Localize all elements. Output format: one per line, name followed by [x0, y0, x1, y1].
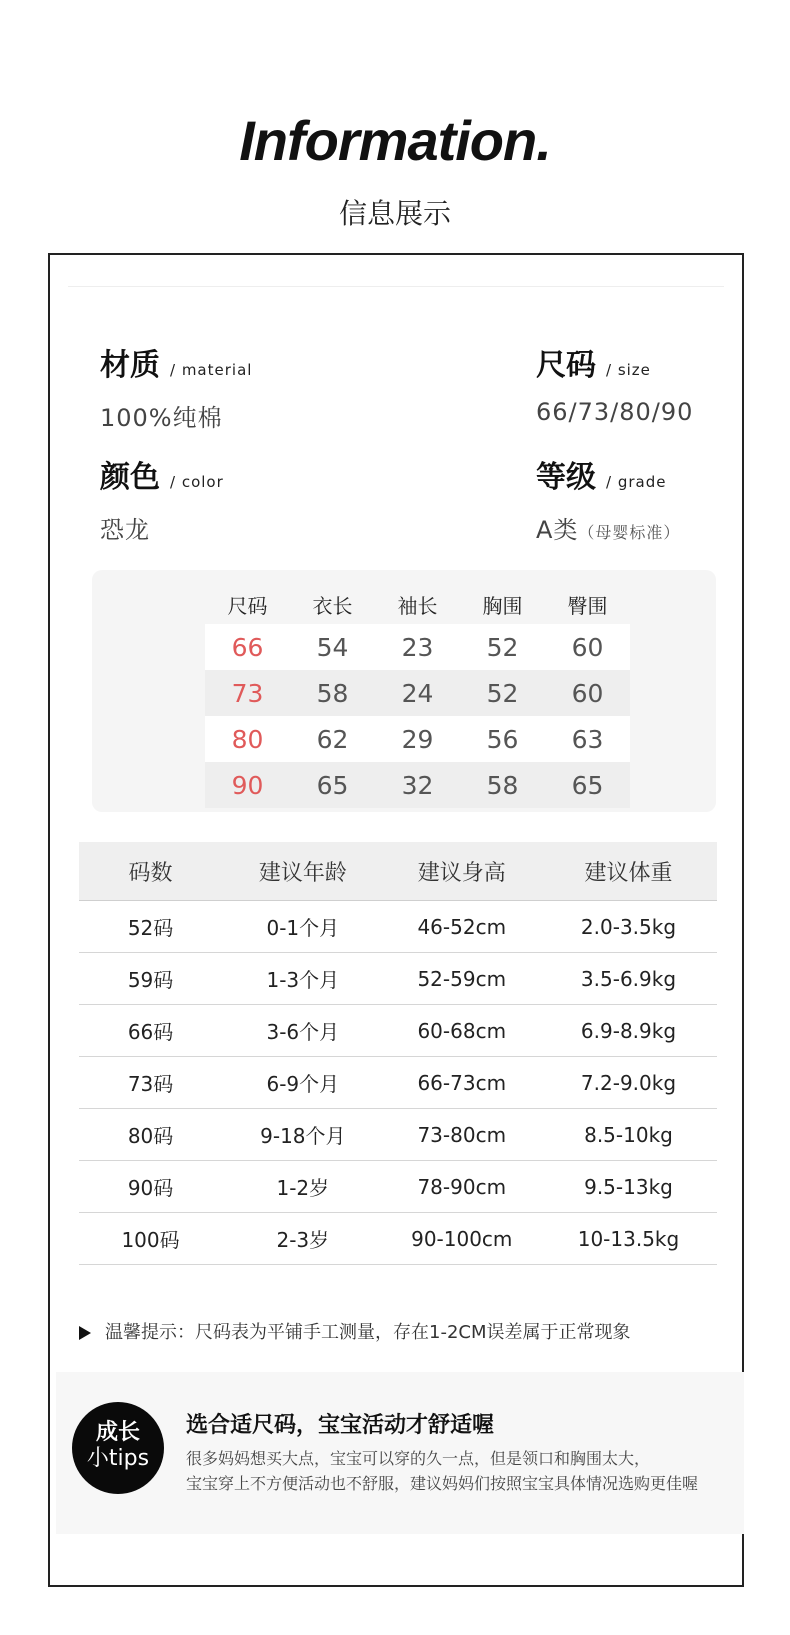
tips-line-1: 很多妈妈想买大点，宝宝可以穿的久一点，但是领口和胸围太大， [186, 1449, 651, 1468]
table-row [79, 1005, 717, 1057]
size-cell: 90 [205, 762, 290, 808]
sleeve-cell: 29 [375, 716, 460, 762]
height-cell: 66-73cm [384, 1057, 540, 1109]
code-cell: 66码 [79, 1005, 222, 1057]
table-row [205, 762, 630, 808]
play-triangle-icon [79, 1326, 91, 1340]
attr-color-label: 颜色 [100, 460, 160, 495]
code-cell: 52码 [79, 901, 222, 953]
code-cell: 100码 [79, 1213, 222, 1265]
page-title: Information. [239, 109, 551, 172]
age-cell: 1-2岁 [222, 1161, 383, 1213]
tips-body [186, 1446, 698, 1496]
age-guide-table [79, 842, 717, 1265]
age-cell: 2-3岁 [222, 1213, 383, 1265]
warm-tip-text: 温馨提示：尺码表为平铺手工测量，存在1-2CM误差属于正常现象 [105, 1322, 631, 1343]
hip-cell: 60 [545, 670, 630, 716]
table-row [79, 1161, 717, 1213]
attr-color [100, 452, 224, 545]
size-chart-table [205, 584, 630, 808]
tips-badge-line2: 小tips [86, 1446, 150, 1471]
page-subtitle: 信息展示 [338, 197, 451, 230]
age-cell: 1-3个月 [222, 953, 383, 1005]
height-cell: 78-90cm [384, 1161, 540, 1213]
attr-size-value: 66/73/80/90 [536, 398, 694, 426]
attr-grade [536, 452, 680, 545]
size-chart-header-cell: 衣长 [290, 584, 375, 624]
weight-cell: 6.9-8.9kg [540, 1005, 717, 1057]
size-chart-header-cell: 袖长 [375, 584, 460, 624]
attr-grade-value: A类 [536, 516, 579, 544]
divider [68, 286, 724, 287]
size-chart-header [205, 584, 630, 624]
length-cell: 62 [290, 716, 375, 762]
tips-line-2: 宝宝穿上不方便活动也不舒服，建议妈妈们按照宝宝具体情况选购更佳喔 [186, 1474, 699, 1493]
table-row [205, 624, 630, 670]
attr-size-en: / size [606, 361, 651, 379]
weight-cell: 3.5-6.9kg [540, 953, 717, 1005]
attr-size-label: 尺码 [536, 348, 596, 383]
chest-cell: 56 [460, 716, 545, 762]
hip-cell: 63 [545, 716, 630, 762]
table-row [79, 1213, 717, 1265]
attr-grade-en: / grade [606, 473, 667, 491]
weight-cell: 10-13.5kg [540, 1213, 717, 1265]
sleeve-cell: 24 [375, 670, 460, 716]
attr-color-value: 恐龙 [100, 516, 150, 544]
attr-grade-label: 等级 [536, 460, 596, 495]
table-row [205, 670, 630, 716]
age-guide-header-cell: 建议身高 [384, 842, 540, 901]
sleeve-cell: 23 [375, 624, 460, 670]
age-cell: 3-6个月 [222, 1005, 383, 1057]
age-guide-header-cell: 建议年龄 [222, 842, 383, 901]
attr-material-value: 100%纯棉 [100, 404, 223, 432]
code-cell: 73码 [79, 1057, 222, 1109]
chest-cell: 58 [460, 762, 545, 808]
code-cell: 59码 [79, 953, 222, 1005]
size-cell: 80 [205, 716, 290, 762]
age-guide-header [79, 842, 717, 901]
weight-cell: 7.2-9.0kg [540, 1057, 717, 1109]
height-cell: 90-100cm [384, 1213, 540, 1265]
attr-material [100, 340, 252, 433]
hip-cell: 65 [545, 762, 630, 808]
chest-cell: 52 [460, 624, 545, 670]
size-chart-header-cell: 尺码 [205, 584, 290, 624]
attr-material-label: 材质 [100, 348, 160, 383]
height-cell: 73-80cm [384, 1109, 540, 1161]
age-guide-header-cell: 建议体重 [540, 842, 717, 901]
height-cell: 52-59cm [384, 953, 540, 1005]
weight-cell: 9.5-13kg [540, 1161, 717, 1213]
code-cell: 80码 [79, 1109, 222, 1161]
tips-title: 选合适尺码，宝宝活动才舒适喔 [186, 1413, 495, 1438]
sleeve-cell: 32 [375, 762, 460, 808]
hip-cell: 60 [545, 624, 630, 670]
length-cell: 65 [290, 762, 375, 808]
attr-size [536, 340, 693, 426]
size-cell: 73 [205, 670, 290, 716]
warm-tip [79, 1318, 631, 1344]
size-cell: 66 [205, 624, 290, 670]
height-cell: 46-52cm [384, 901, 540, 953]
length-cell: 58 [290, 670, 375, 716]
table-row [79, 1057, 717, 1109]
age-cell: 6-9个月 [222, 1057, 383, 1109]
tips-badge-line1: 成长 [95, 1420, 140, 1445]
length-cell: 54 [290, 624, 375, 670]
attr-material-en: / material [170, 361, 253, 379]
table-row [205, 716, 630, 762]
age-guide-header-cell: 码数 [79, 842, 222, 901]
chest-cell: 52 [460, 670, 545, 716]
table-row [79, 1109, 717, 1161]
weight-cell: 2.0-3.5kg [540, 901, 717, 953]
table-row [79, 953, 717, 1005]
table-row [79, 901, 717, 953]
age-cell: 0-1个月 [222, 901, 383, 953]
size-chart-header-cell: 臀围 [545, 584, 630, 624]
attr-grade-note: （母婴标准） [578, 523, 681, 542]
tips-badge [72, 1402, 164, 1494]
height-cell: 60-68cm [384, 1005, 540, 1057]
age-cell: 9-18个月 [222, 1109, 383, 1161]
code-cell: 90码 [79, 1161, 222, 1213]
size-chart-header-cell: 胸围 [460, 584, 545, 624]
attr-color-en: / color [170, 473, 224, 491]
weight-cell: 8.5-10kg [540, 1109, 717, 1161]
